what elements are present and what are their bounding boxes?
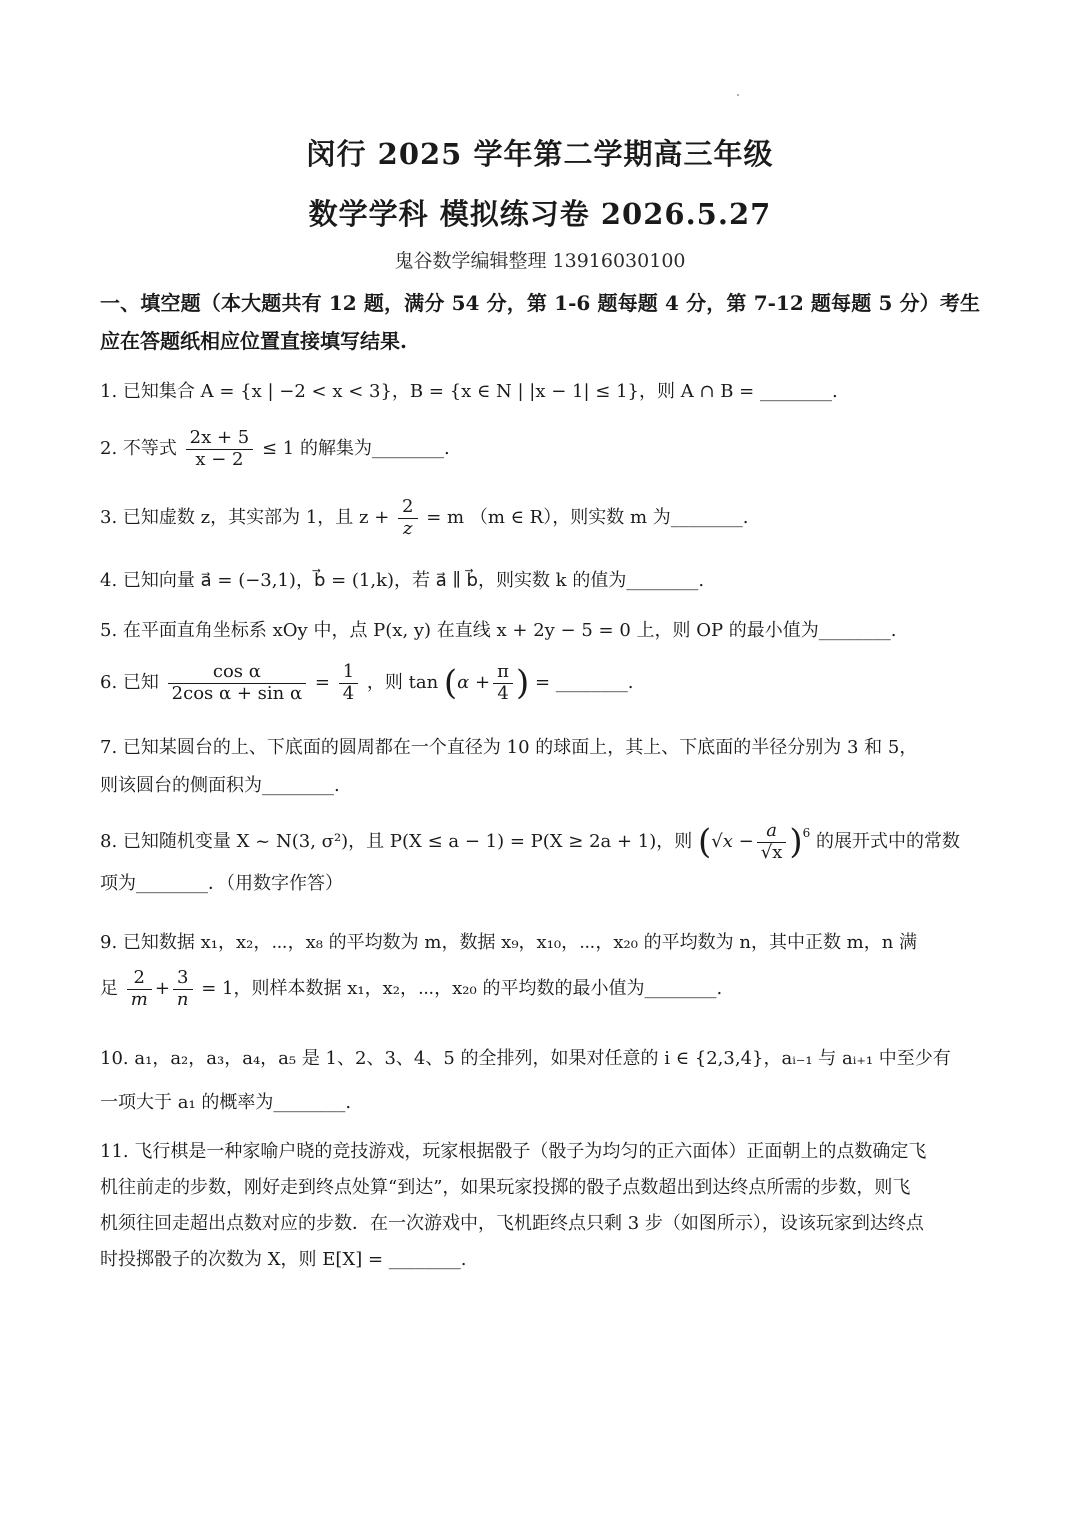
question-text: = 1，则样本数据 x₁，x₂，⋯，x₂₀ 的平均数的最小值为________. bbox=[201, 978, 723, 1000]
fraction-denominator: √x bbox=[760, 841, 783, 863]
fraction-numerator: cos α bbox=[168, 662, 306, 684]
question-text: 飞行棋是一种家喻户晓的竞技游戏，玩家根据骰子（骰子为均匀的正六面体）正面朝上的点数确定飞 bbox=[134, 1141, 927, 1162]
question-text-line3: 机须往回走超出点数对应的步数．在一次游戏中，飞机距终点只剩 3 步（如图所示），设该玩家到达终点 bbox=[100, 1213, 924, 1234]
equals-sign: = bbox=[314, 672, 330, 694]
question-text-line2: 足 $\frac{2}{m}$ + $\frac{3}{n}$ = 1，则样本数据 x₁，x₂，⋯，x₂₀ 的平均数的最小值为________. bbox=[100, 967, 723, 1010]
question-text: 已知集合 A = {x | −2 < x < 3}，B = {x ∈ N | |x − 1| ≤ 1}，则 A ∩ B = ________. bbox=[122, 381, 838, 402]
question-text: ≤ 1 的解集为________. bbox=[261, 438, 450, 460]
question-1 bbox=[100, 377, 980, 407]
fraction-numerator: 1 bbox=[339, 662, 358, 684]
fraction-denominator: x − 2 bbox=[195, 448, 244, 470]
question-4 bbox=[100, 566, 980, 596]
question-number: 3. bbox=[100, 507, 118, 529]
question-number: 8. bbox=[100, 831, 118, 852]
question-text-line2: 则该圆台的侧面积为________. bbox=[100, 775, 340, 796]
exponent: 6 bbox=[802, 826, 811, 840]
question-number: 2. bbox=[100, 438, 118, 460]
fraction bbox=[398, 497, 417, 539]
question-3 bbox=[100, 497, 980, 539]
question-number: 1. bbox=[100, 381, 118, 402]
scan-speck bbox=[737, 94, 739, 96]
question-9 bbox=[100, 928, 980, 1010]
question-number: 4. bbox=[100, 570, 118, 591]
question-number: 11. bbox=[100, 1141, 129, 1162]
question-11 bbox=[100, 1134, 980, 1278]
question-text: 不等式 bbox=[122, 438, 177, 460]
left-paren: ( bbox=[443, 663, 458, 704]
question-number: 7. bbox=[100, 737, 118, 758]
question-7 bbox=[100, 733, 980, 801]
fraction bbox=[493, 662, 513, 704]
question-text-line4: 时投掷骰子的次数为 X，则 E[X] = ________. bbox=[100, 1249, 467, 1270]
question-text-line2: 机往前走的步数，刚好走到终点处算“到达”，如果玩家投掷的骰子点数超出到达终点所需的步数，则飞 bbox=[100, 1177, 911, 1198]
fraction-numerator: π bbox=[493, 662, 513, 684]
fraction-numerator: 2 bbox=[127, 968, 152, 990]
editor-credit: 鬼谷数学编辑整理 13916030100 bbox=[394, 250, 686, 272]
right-paren: ) bbox=[515, 663, 530, 704]
question-text: 已知某圆台的上、下底面的圆周都在一个直径为 10 的球面上，其上、下底面的半径分别为 3 和 5， bbox=[122, 737, 918, 758]
exam-subtitle: 数学学科 模拟练习卷 2026.5.27 bbox=[308, 197, 772, 231]
fraction bbox=[757, 821, 787, 863]
question-8: 8. 已知随机变量 X ~ N(3, σ²)，且 P(X ≤ a − 1) = P(X ≥ 2a + 1)，则 (√x − $\frac{a}{√x}$ )$^6$ 的展开式中的常数 项为________．（用数字作答） bbox=[100, 818, 980, 899]
question-text: 已知随机变量 X ~ N(3, σ²)，且 P(X ≤ a − 1) = P(X ≥ 2a + 1)，则 bbox=[122, 831, 693, 852]
fraction bbox=[339, 662, 358, 704]
question-text: 已知向量 a⃗ = (−3,1)，b⃗ = (1,k)，若 a⃗ ∥ b⃗，则实数 k 的值为________. bbox=[122, 570, 705, 591]
fraction bbox=[186, 428, 254, 470]
question-text: ，则 tan bbox=[366, 672, 439, 694]
question-text: = m （m ∈ R），则实数 m 为________. bbox=[426, 507, 749, 529]
question-text-line2: 一项大于 a₁ 的概率为________. bbox=[100, 1092, 352, 1113]
question-text: 已知虚数 z，其实部为 1，且 z + bbox=[122, 507, 390, 529]
question-text-line2: 项为________．（用数字作答） bbox=[100, 873, 343, 895]
fraction bbox=[173, 968, 193, 1010]
fraction-denominator: 4 bbox=[342, 682, 355, 704]
right-paren: ) bbox=[789, 822, 803, 862]
question-6: 6. 已知 $\frac{\text{cos α}}{\text{2cos α + sin α}}$ = $\frac{1}{4}$ ，则 tan (α + $\frac{\pi}{4}$ ) = ________. bbox=[100, 661, 634, 704]
section-heading: 一、填空题（本大题共有 12 题，满分 54 分，第 1-6 题每题 4 分，第 7-12 题每题 5 分）考生应在答题纸相应位置直接填写结果. bbox=[100, 291, 980, 353]
question-text: a₁，a₂，a₃，a₄，a₅ 是 1、2、3、4、5 的全排列，如果对任意的 i ∈ {2,3,4}，aᵢ₋₁ 与 aᵢ₊₁ 中至少有 bbox=[134, 1048, 951, 1069]
fraction-denominator: n bbox=[176, 988, 189, 1010]
question-text: 已知数据 x₁，x₂，⋯，x₈ 的平均数为 m，数据 x₉，x₁₀，⋯，x₂₀ 的平均数为 n，其中正数 m，n 满 bbox=[122, 932, 918, 953]
fraction bbox=[127, 968, 152, 1010]
fraction bbox=[168, 662, 306, 704]
fraction-numerator: 3 bbox=[173, 968, 193, 990]
fraction-denominator: m bbox=[130, 988, 148, 1010]
question-text: = ________. bbox=[534, 672, 634, 694]
sqrt-x: √x bbox=[711, 831, 733, 852]
question-number: 9. bbox=[100, 932, 118, 953]
question-text: 足 bbox=[100, 978, 118, 1000]
question-number: 5. bbox=[100, 620, 118, 641]
fraction-numerator: 2 bbox=[398, 497, 417, 519]
fraction-numerator: 2x + 5 bbox=[186, 428, 254, 450]
fraction-numerator: a bbox=[757, 821, 787, 843]
question-number: 6. bbox=[100, 672, 118, 694]
question-text: 已知 bbox=[122, 672, 159, 694]
fraction-denominator: z bbox=[403, 517, 413, 539]
fraction-denominator: 4 bbox=[497, 682, 509, 704]
left-paren: ( bbox=[698, 822, 712, 862]
question-text: 的展开式中的常数 bbox=[816, 831, 961, 852]
exam-title: 闵行 2025 学年第二学期高三年级 bbox=[306, 137, 774, 171]
fraction-denominator: 2cos α + sin α bbox=[171, 682, 303, 704]
question-5 bbox=[100, 616, 980, 646]
alpha-symbol: α bbox=[457, 672, 470, 694]
question-10 bbox=[100, 1044, 980, 1118]
question-2 bbox=[100, 428, 980, 470]
question-text: 在平面直角坐标系 xOy 中，点 P(x, y) 在直线 x + 2y − 5 = 0 上，则 OP 的最小值为________. bbox=[122, 620, 897, 641]
question-number: 10. bbox=[100, 1048, 129, 1069]
